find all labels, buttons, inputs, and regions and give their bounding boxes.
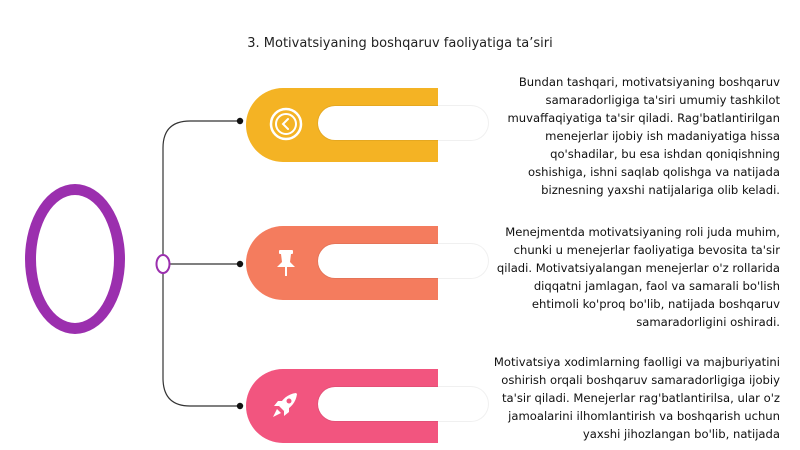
description-text-2: Menejmentda motivatsiyaning roli juda muhim, chunki u menejerlar faoliyatiga bevosita ta'sir qiladi. Motivatsiyalangan menejerlar o'z rollarida diqqatni jamlagan, faol va samarali bo'lish ehtimoli ko'proq bo'lib, natijada boshqaruv samaradorligini oshiradi. xyxy=(496,225,780,329)
connector-top xyxy=(163,121,240,264)
connector-bottom xyxy=(163,264,240,406)
connector-hub xyxy=(157,255,170,273)
connector-dot-top xyxy=(237,118,243,124)
rocket-icon xyxy=(268,387,304,423)
pill-label-box-1 xyxy=(318,106,488,140)
slide-title: 3. Motivatsiyaning boshqaruv faoliyatiga ta’siri xyxy=(247,36,553,51)
connector-dot-middle xyxy=(237,261,243,267)
pill-item-1 xyxy=(246,88,438,162)
connector-dot-bottom xyxy=(237,403,243,409)
pill-label-box-3 xyxy=(318,387,488,421)
description-text-1: Bundan tashqari, motivatsiyaning boshqaruv samaradorligiga ta'siri umumiy tashkilot muvaffaqiyatiga ta'sir qiladi. Rag'batlantirilgan menejerlar ijobiy ish madaniyatiga hissa qo'shadilar, bu esa ishdan qoniqishning oshishiga, ishni saqlab qolishga va natijada biznesning yaxshi natijalariga olib keladi. xyxy=(507,75,780,197)
pill-item-3 xyxy=(246,369,438,443)
pill-label-box-2 xyxy=(318,244,488,278)
description-text-3: Motivatsiya xodimlarning faolligi va majburiyatini oshirish orqali boshqaruv samaradorligiga ijobiy ta'sir qiladi. Menejerlar rag'batlantirilsa, ular o'z jamoalarini ilhomlantirish va boshqarish uchun yaxshi jihozlangan bo'lib, natijada xyxy=(493,355,780,441)
pushpin-icon xyxy=(268,244,304,280)
clock-icon xyxy=(268,106,304,142)
pill-item-2 xyxy=(246,226,438,300)
